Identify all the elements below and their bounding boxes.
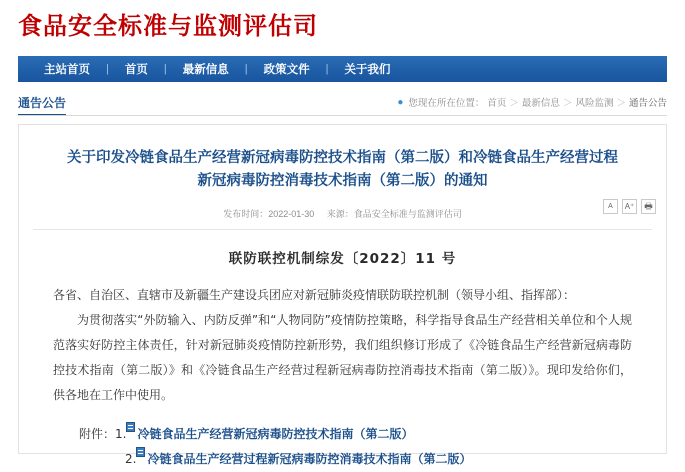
header-divider [18,115,667,116]
breadcrumb-separator: ＞ [616,98,626,109]
nav-separator: | [244,63,248,75]
attachments-block [79,422,632,472]
attachment-link-1[interactable]: 冷链食品生产经营新冠病毒防控技术指南（第二版） [137,427,414,441]
meta-divider [33,229,652,230]
attachment-row-2 [125,447,632,472]
article-meta [19,207,666,220]
article-paragraph-2: 为贯彻落实“外防输入、内防反弹”和“人物同防”疫情防控策略，科学指导食品生产经营相关单位和个人规范落实好防控主体责任，针对新冠肺炎疫情防控新形势，我们组织修订形成了《冷链食品生产经营新冠病毒防控技术指南（第二版）》和《冷链食品生产经营过程新冠病毒防控消毒技术指南（第二版）》。现印发给你们，供各地在工作中使用。 [53,313,632,402]
nav-item-about-us[interactable]: 关于我们 [344,64,391,76]
location-pin-icon: ● [397,96,404,108]
site-title: 食品安全标准与监测评估司 [18,12,318,40]
breadcrumb-item-latest-info[interactable]: 最新信息 [521,98,560,109]
breadcrumb [397,95,667,109]
nav-item-policy-documents[interactable]: 政策文件 [263,64,310,76]
nav-separator: | [325,63,329,75]
article-source: 来源：食品安全标准与监测评估司 [326,209,462,219]
article-container [18,124,667,466]
channel-title: 通告公告 [18,94,66,116]
main-navigation [18,56,667,82]
breadcrumb-item-current: 通告公告 [628,98,667,109]
attachments-label: 附件： [79,427,116,441]
file-icon [126,422,135,432]
nav-separator: | [106,63,109,75]
article-paragraph-1: 各省、自治区、直辖市及新疆生产建设兵团应对新冠肺炎疫情联防联控机制（领导小组、指挥部）： [53,288,576,302]
font-increase-button[interactable]: A⁺ [622,199,637,214]
breadcrumb-item-risk-monitoring[interactable]: 风险监测 [575,98,614,109]
nav-item-main-home[interactable]: 主站首页 [44,64,90,76]
attachment-number-1: 1. [115,427,127,441]
font-decrease-button[interactable]: A [603,199,618,214]
article-publish-time: 发布时间：2022-01-30 [223,209,315,219]
breadcrumb-separator: ＞ [562,98,573,109]
print-button[interactable]: 🖶 [641,199,656,214]
article-title: 关于印发冷链食品生产经营新冠病毒防控技术指南（第二版）和冷链食品生产经营过程新冠病毒防控消毒技术指南（第二版）的通知 [67,150,618,189]
attachment-row-1 [79,422,632,447]
attachment-number-2: 2. [125,452,137,466]
nav-separator: | [163,63,167,75]
breadcrumb-item-home[interactable]: 首页 [487,98,507,109]
document-number: 联防联控机制综发〔2022〕11 号 [228,251,457,267]
article-body [53,283,632,408]
breadcrumb-separator: ＞ [509,98,519,109]
attachment-link-2[interactable]: 冷链食品生产经营过程新冠病毒防控消毒技术指南（第二版） [147,452,472,466]
channel-row [18,92,667,116]
nav-item-latest-info[interactable]: 最新信息 [182,64,229,76]
article-tools [603,199,656,214]
nav-item-home[interactable]: 首页 [124,64,148,76]
breadcrumb-prefix: 您现在所在位置： [408,98,485,109]
file-icon [136,447,145,457]
